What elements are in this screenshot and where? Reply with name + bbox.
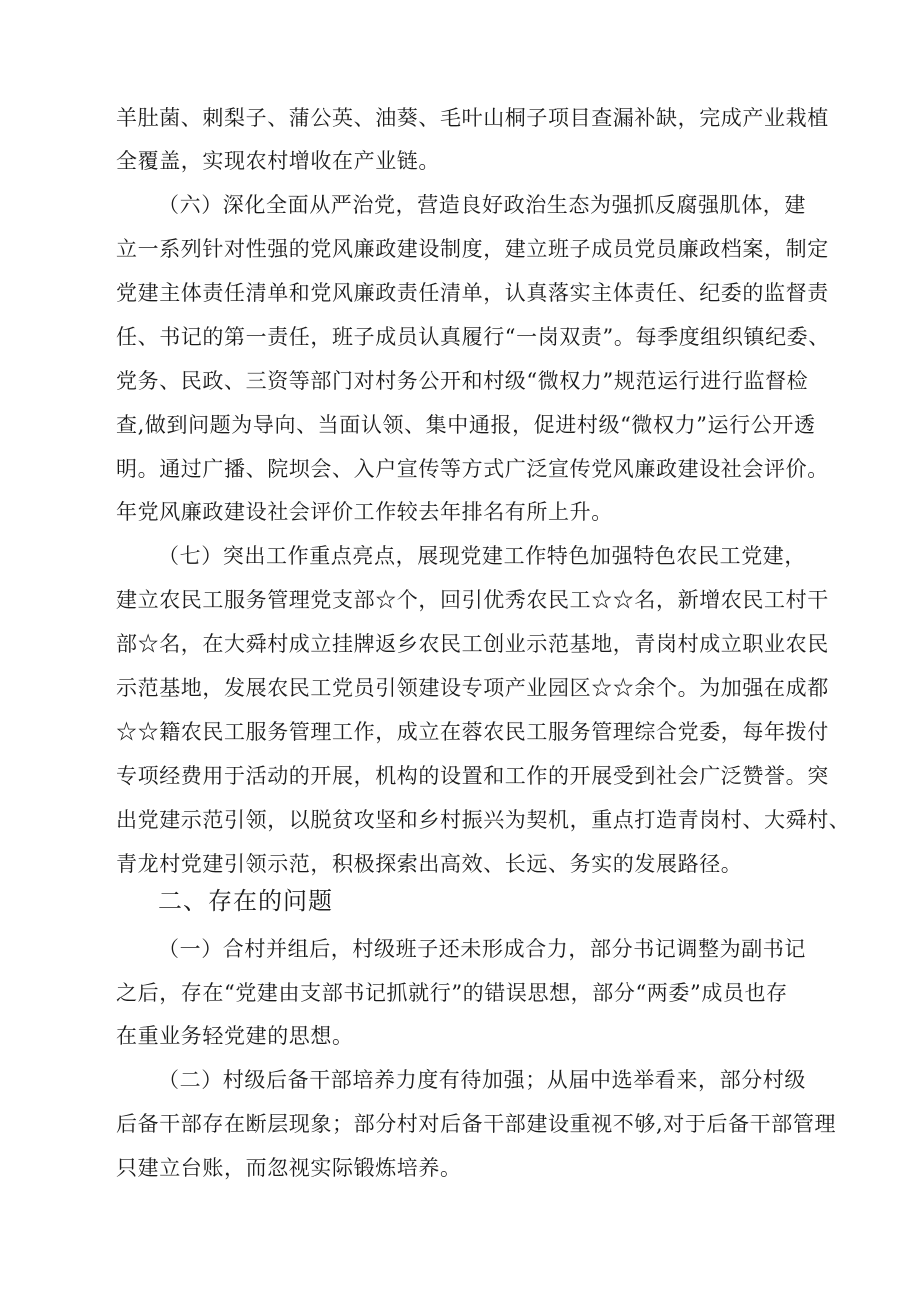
body-text-line: 专项经费用于活动的开展，机构的设置和工作的开展受到社会广泛赞誉。突 bbox=[116, 764, 829, 788]
body-text-line: 出党建示范引领，以脱贫攻坚和乡村振兴为契机，重点打造青岗村、大舜村、 bbox=[116, 808, 851, 832]
body-text-line: 建立农民工服务管理党支部☆个，回引优秀农民工☆☆名，新增农民工村干 bbox=[116, 588, 829, 612]
problem-2-first-line: （二）村级后备干部培养力度有待加强；从届中选举看来，部分村级 bbox=[158, 1068, 806, 1092]
body-text-line: 党务、民政、三资等部门对村务公开和村级“微权力”规范运行进行监督检 bbox=[116, 369, 809, 393]
body-text-line: 任、书记的第一责任，班子成员认真履行“一岗双责”。每季度组织镇纪委、 bbox=[116, 325, 830, 349]
body-text-line: ☆☆籍农民工服务管理工作，成立在蓉农民工服务管理综合党委，每年拨付 bbox=[116, 720, 829, 744]
body-text-line: 党建主体责任清单和党风廉政责任清单，认真落实主体责任、纪委的监督责 bbox=[116, 281, 829, 305]
body-text-line: 查,做到问题为导向、当面认领、集中通报，促进村级“微权力”运行公开透 bbox=[116, 413, 816, 437]
problem-1-first-line: （一）合村并组后，村级班子还未形成合力，部分书记调整为副书记 bbox=[158, 937, 806, 961]
body-text-line: 在重业务轻党建的思想。 bbox=[116, 1024, 354, 1048]
body-text-line: 青龙村党建引领示范，积极探索出高效、长远、务实的发展路径。 bbox=[116, 852, 743, 876]
body-text-line: 明。通过广播、院坝会、入户宣传等方式广泛宣传党风廉政建设社会评价。 bbox=[116, 457, 829, 481]
body-text-line: 全覆盖，实现农村增收在产业链。 bbox=[116, 149, 440, 173]
body-text-line: 之后，存在“党建由支部书记抓就行”的错误思想，部分“两委”成员也存 bbox=[116, 981, 788, 1005]
body-text-line: 部☆名，在大舜村成立挂牌返乡农民工创业示范基地，青岗村成立职业农民 bbox=[116, 632, 829, 656]
body-text-line: 年党风廉政建设社会评价工作较去年排名有所上升。 bbox=[116, 500, 613, 524]
section-6-first-line: （六）深化全面从严治党，营造良好政治生态为强抓反腐强肌体，建 bbox=[158, 193, 806, 217]
section-heading-problems: 二、存在的问题 bbox=[158, 887, 333, 915]
body-text-line: 立一系列针对性强的党风廉政建设制度，建立班子成员党员廉政档案，制定 bbox=[116, 237, 829, 261]
body-text-line: 羊肚菌、刺梨子、蒲公英、油葵、毛叶山桐子项目查漏补缺，完成产业栽植 bbox=[116, 106, 829, 130]
section-7-first-line: （七）突出工作重点亮点，展现党建工作特色加强特色农民工党建， bbox=[158, 544, 806, 568]
body-text-line: 示范基地，发展农民工党员引领建设专项产业园区☆☆余个。为加强在成都 bbox=[116, 676, 829, 700]
body-text-line: 后备干部存在断层现象；部分村对后备干部建设重视不够,对于后备干部管理 bbox=[116, 1112, 837, 1136]
body-text-line: 只建立台账，而忽视实际锻炼培养。 bbox=[116, 1156, 462, 1180]
